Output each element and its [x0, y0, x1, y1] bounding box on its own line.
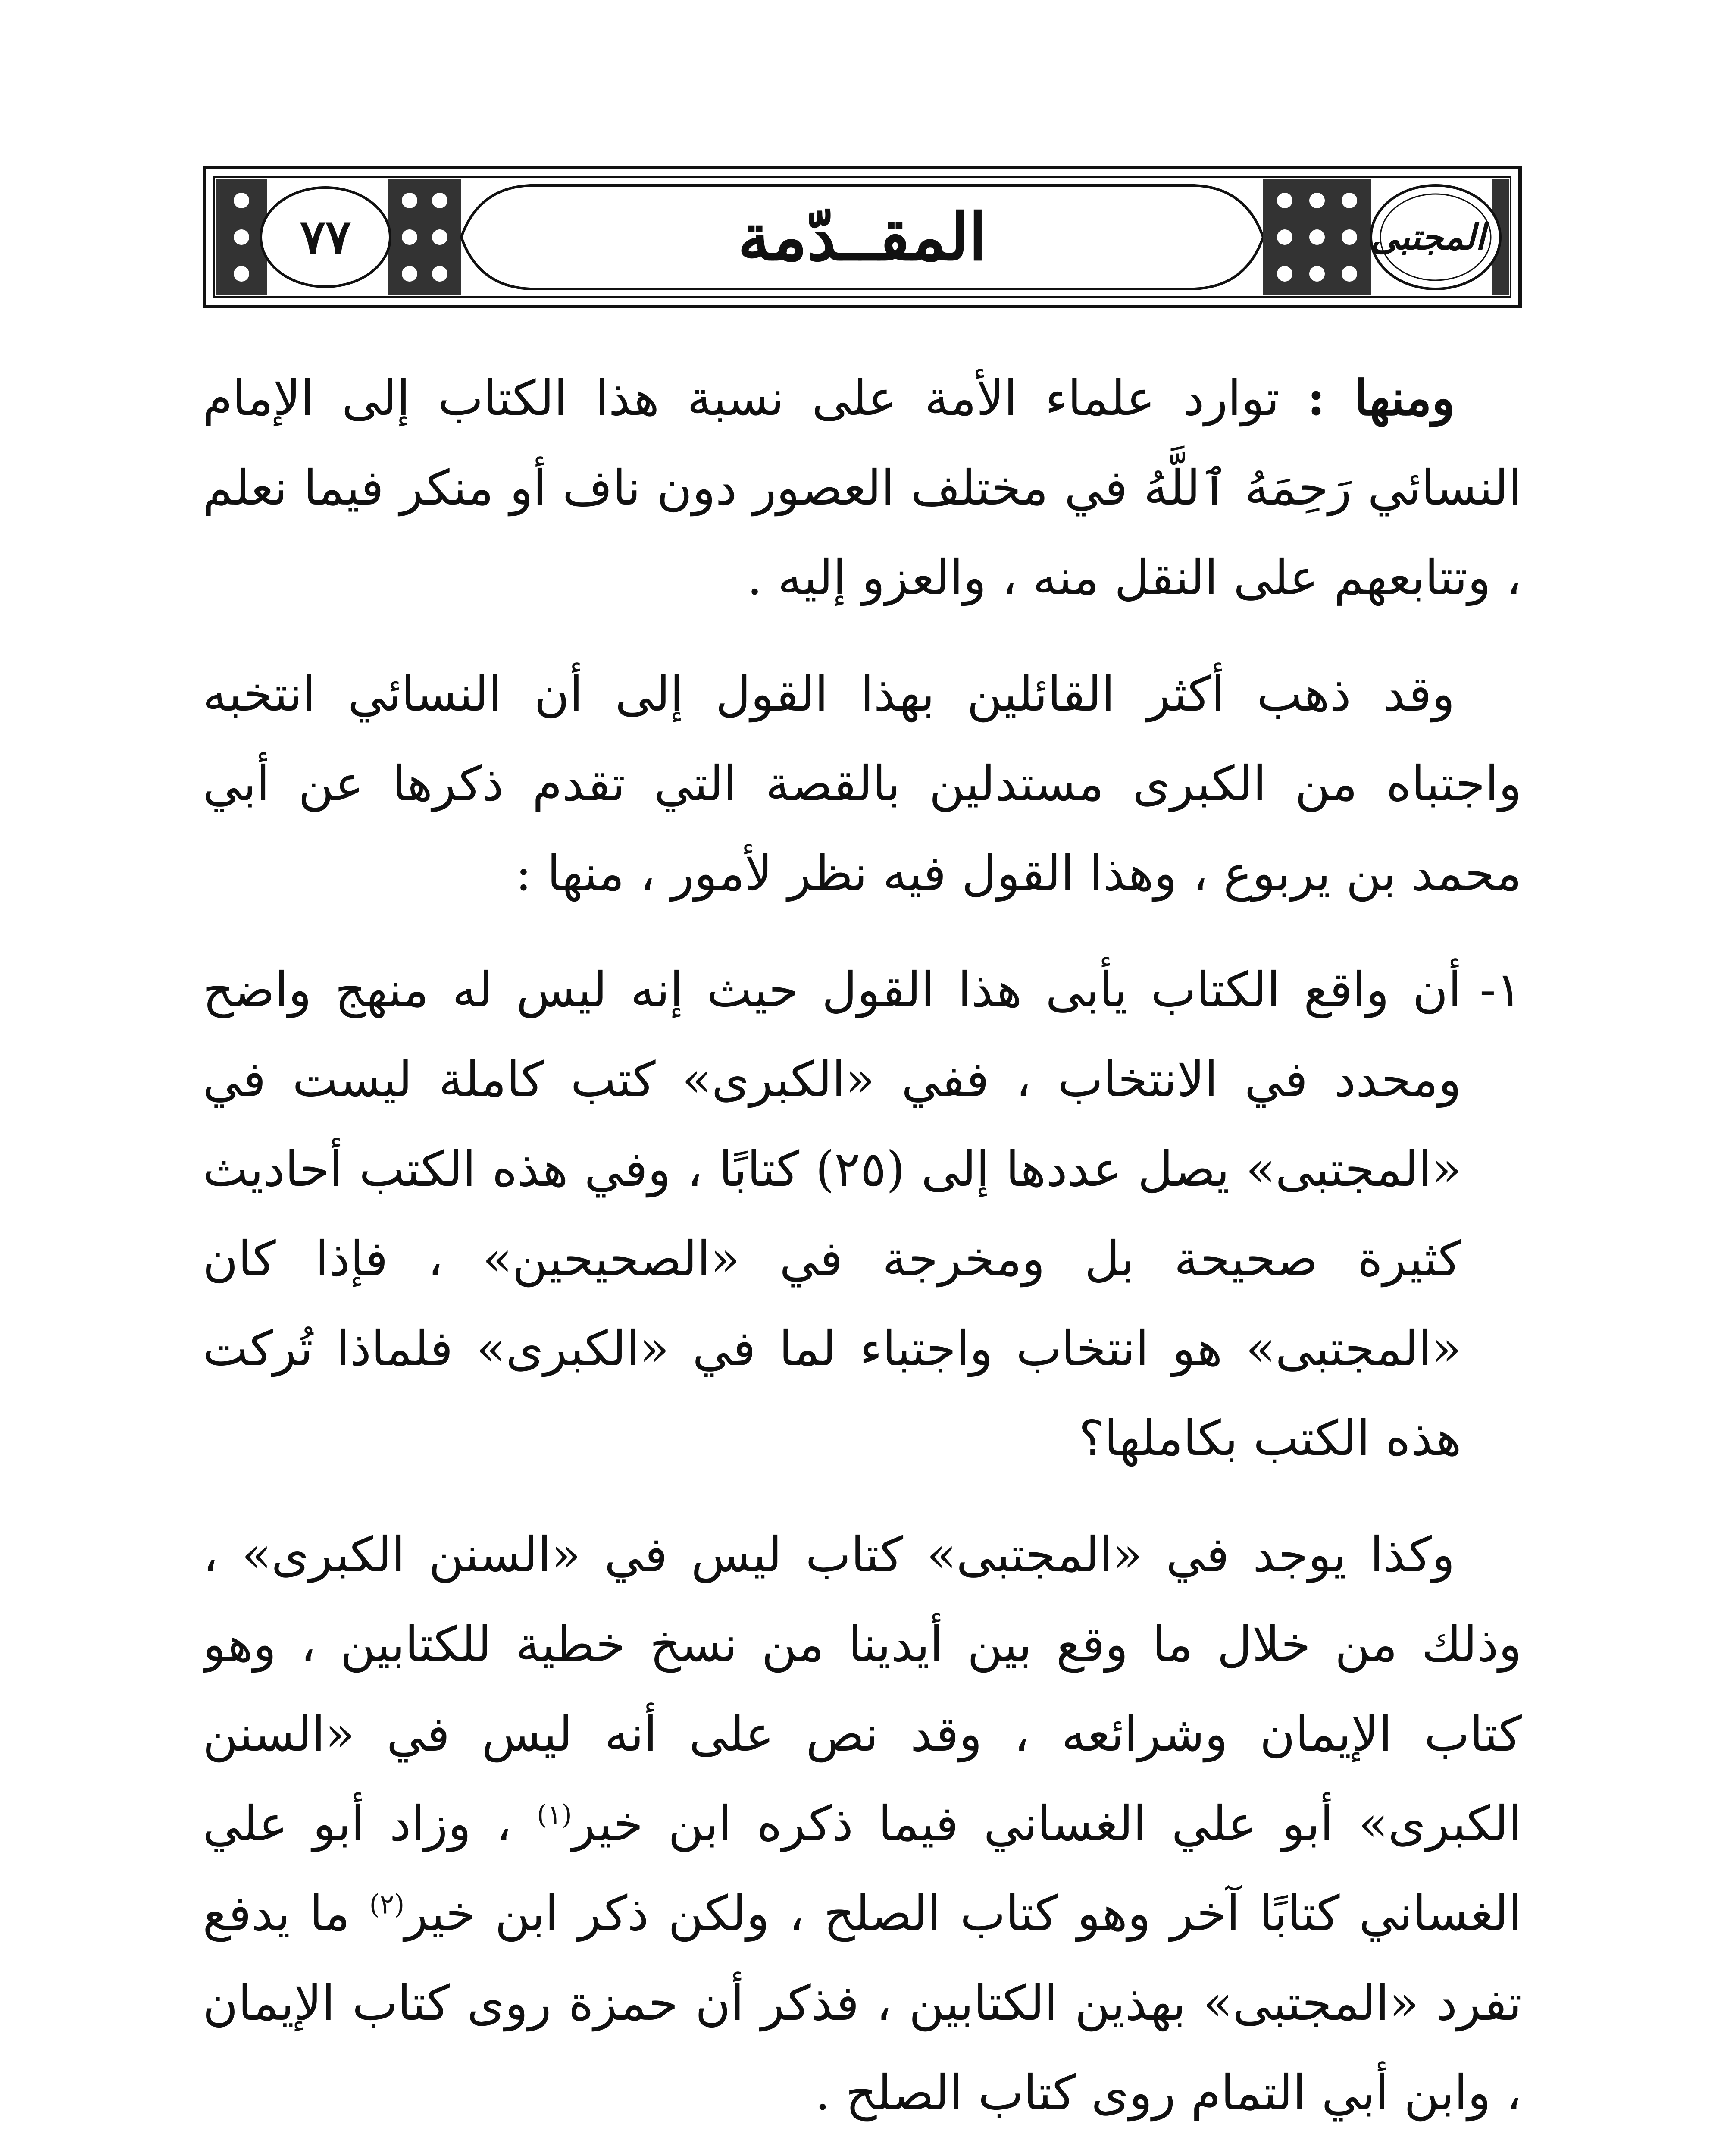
paragraph-text: توارد علماء الأمة على نسبة هذا الكتاب إلى الإمام النسائي رَحِمَهُ ٱللَّهُ في مختلف العصور دون ناف أو منكر فيما نعلم ، وتتابعهم على النقل منه ، والعزو إليه . [203, 370, 1522, 606]
paragraph-text: ، وزاد أبو علي الغساني كتابًا آخر وهو كتاب الصلح ، ولكن ذكر ابن خير [203, 1796, 1522, 1942]
paragraph: وقد ذهب أكثر القائلين بهذا القول إلى أن النسائي انتخبه واجتباه من الكبرى مستدلين بالقصة التي تقدم ذكرها عن أبي محمد بن يربوع ، وهذا القول فيه نظر لأمور ، منها : [203, 666, 1522, 902]
page-title: المقــدّمة [738, 199, 987, 275]
body-text [203, 354, 1522, 2156]
footnote-ref[interactable]: (١) [537, 1799, 572, 1830]
page-number: ٧٧ [300, 209, 351, 265]
paragraph [203, 354, 1522, 623]
item-text: أن واقع الكتاب يأبى هذا القول حيث إنه ليس له منهج واضح ومحدد في الانتخاب ، ففي «الكبرى» كتب كاملة ليست في «المجتبى» يصل عددها إلى (٢٥) كتابًا ، وفي هذه الكتب أحاديث كثيرة صحيحة بل ومخرجة في «الصحيحين» ، فإذا كان «المجتبى» هو انتخاب واجتباء لما في «الكبرى» فلماذا تُركت هذه الكتب بكاملها؟ [203, 962, 1462, 1467]
paragraph [203, 1510, 1522, 2138]
paragraph-lead: ومنها : [1307, 370, 1455, 426]
numbered-item [203, 945, 1522, 1483]
paragraph-text: ما يدفع تفرد «المجتبى» بهذين الكتابين ، فذكر أن حمزة روى كتاب الإيمان ، وابن أبي التمام روى كتاب الصلح . [203, 1886, 1522, 2121]
paragraph-text: وكذا يوجد في «المجتبى» كتاب ليس في «السنن الكبرى» ، وذلك من خلال ما وقع بين أيدينا من نسخ خطية للكتابين ، وهو كتاب الإيمان وشرائعه ، وقد نص على أنه ليس في «السنن الكبرى» أبو علي الغساني فيما ذكره ابن خير [203, 1527, 1522, 1852]
book-logo: المجتبى [1370, 216, 1485, 258]
item-number: ١- [1480, 962, 1522, 1018]
footnote-ref[interactable]: (٢) [369, 1888, 405, 1920]
page-header [203, 166, 1522, 308]
